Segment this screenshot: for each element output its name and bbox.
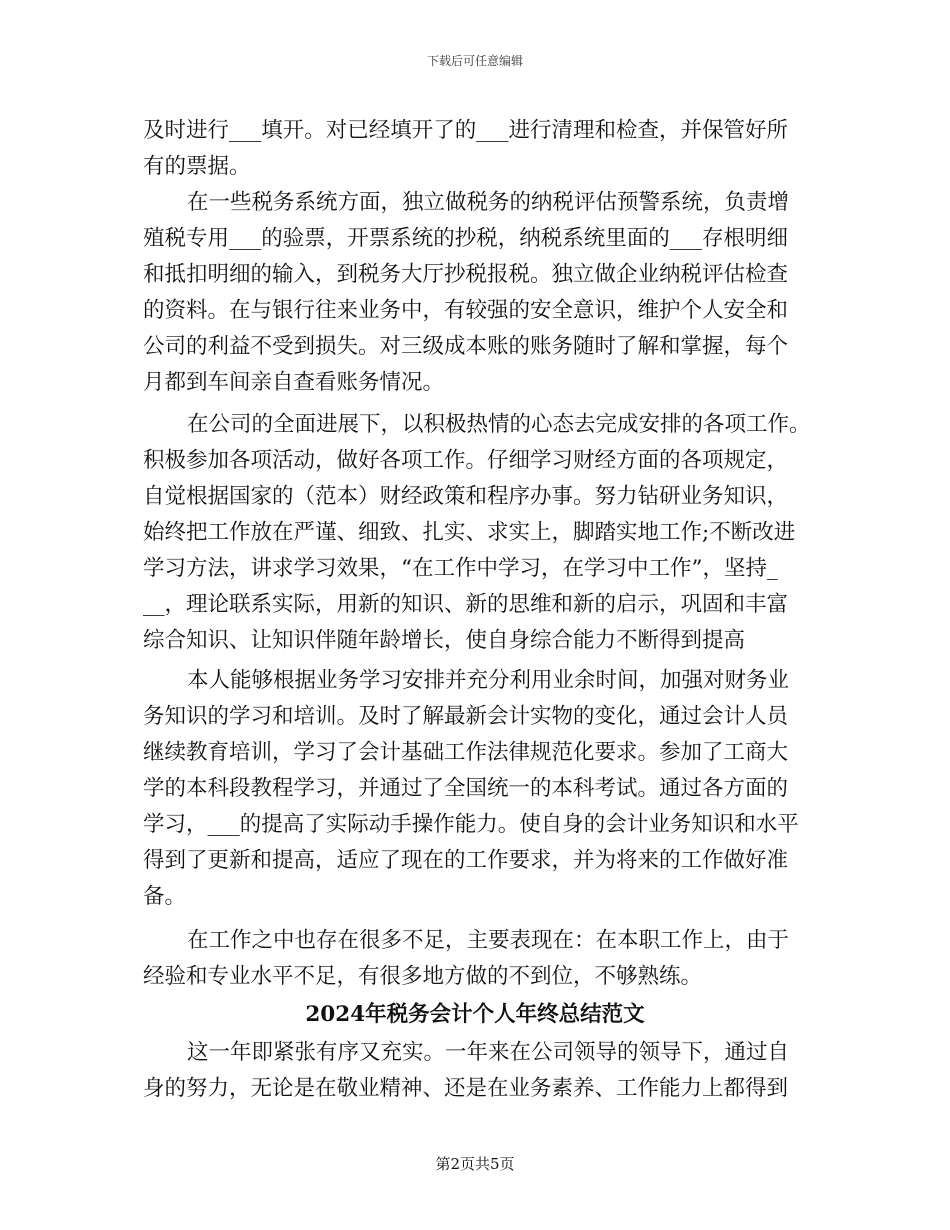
paragraph-line: 得到了更新和提高，适应了现在的工作要求，并为将来的工作做好准 bbox=[143, 848, 789, 873]
paragraph-line: 殖税专用___的验票，开票系统的抄税，纳税系统里面的___存根明细 bbox=[143, 226, 789, 251]
paragraph-line: 综合知识、让知识伴随年龄增长，使自身综合能力不断得到提高 bbox=[143, 628, 746, 653]
section-title: 2024年税务会计个人年终总结范文 bbox=[305, 1002, 645, 1027]
paragraph-line: 学习方法，讲求学习效果，“在工作中学习，在学习中工作”，坚持_ bbox=[143, 556, 778, 581]
paragraph-line: 经验和专业水平不足，有很多地方做的不到位，不够熟练。 bbox=[143, 964, 703, 989]
paragraph-line: 积极参加各项活动，做好各项工作。仔细学习财经方面的各项规定， bbox=[143, 448, 789, 473]
page-footer: 第2页共5页 bbox=[435, 1155, 515, 1173]
paragraph-line: 和抵扣明细的输入，到税务大厅抄税报税。独立做企业纳税评估检查 bbox=[143, 262, 789, 287]
paragraph-line: 及时进行___填开。对已经填开了的___进行清理和检查，并保管好所 bbox=[143, 118, 789, 143]
paragraph-line: 月都到车间亲自查看账务情况。 bbox=[143, 370, 445, 395]
paragraph-line: 在一些税务系统方面，独立做税务的纳税评估预警系统，负责增 bbox=[187, 190, 790, 215]
paragraph-line: 有的票据。 bbox=[143, 154, 251, 179]
paragraph-line: 务知识的学习和培训。及时了解最新会计实物的变化，通过会计人员 bbox=[143, 704, 789, 729]
paragraph-line: 身的努力，无论是在敬业精神、还是在业务素养、工作能力上都得到 bbox=[143, 1076, 789, 1101]
page-header: 下载后可任意编辑 bbox=[426, 54, 523, 68]
paragraph-line: 自觉根据国家的（范本）财经政策和程序办事。努力钻研业务知识， bbox=[143, 484, 789, 509]
paragraph-line: 学的本科段教程学习，并通过了全国统一的本科考试。通过各方面的 bbox=[143, 776, 789, 801]
paragraph-line: 在公司的全面进展下，以积极热情的心态去完成安排的各项工作。 bbox=[187, 412, 811, 437]
paragraph-line: 学习，___的提高了实际动手操作能力。使自身的会计业务知识和水平 bbox=[143, 812, 799, 837]
paragraph-line: 备。 bbox=[143, 884, 187, 909]
paragraph-line: 继续教育培训，学习了会计基础工作法律规范化要求。参加了工商大 bbox=[143, 740, 789, 765]
paragraph-line: 公司的利益不受到损失。对三级成本账的账务随时了解和掌握，每个 bbox=[143, 334, 789, 359]
paragraph-line: 始终把工作放在严谨、细致、扎实、求实上，脚踏实地工作;不断改进 bbox=[143, 520, 796, 545]
paragraph-line: 在工作之中也存在很多不足，主要表现在：在本职工作上，由于 bbox=[187, 928, 790, 953]
paragraph-line: 的资料。在与银行往来业务中，有较强的安全意识，维护个人安全和 bbox=[143, 298, 789, 323]
paragraph-line: __，理论联系实际，用新的知识、新的思维和新的启示，巩固和丰富 bbox=[143, 592, 789, 617]
paragraph-line: 本人能够根据业务学习安排并充分利用业余时间，加强对财务业 bbox=[187, 668, 790, 693]
paragraph-line: 这一年即紧张有序又充实。一年来在公司领导的领导下，通过自 bbox=[187, 1040, 790, 1065]
